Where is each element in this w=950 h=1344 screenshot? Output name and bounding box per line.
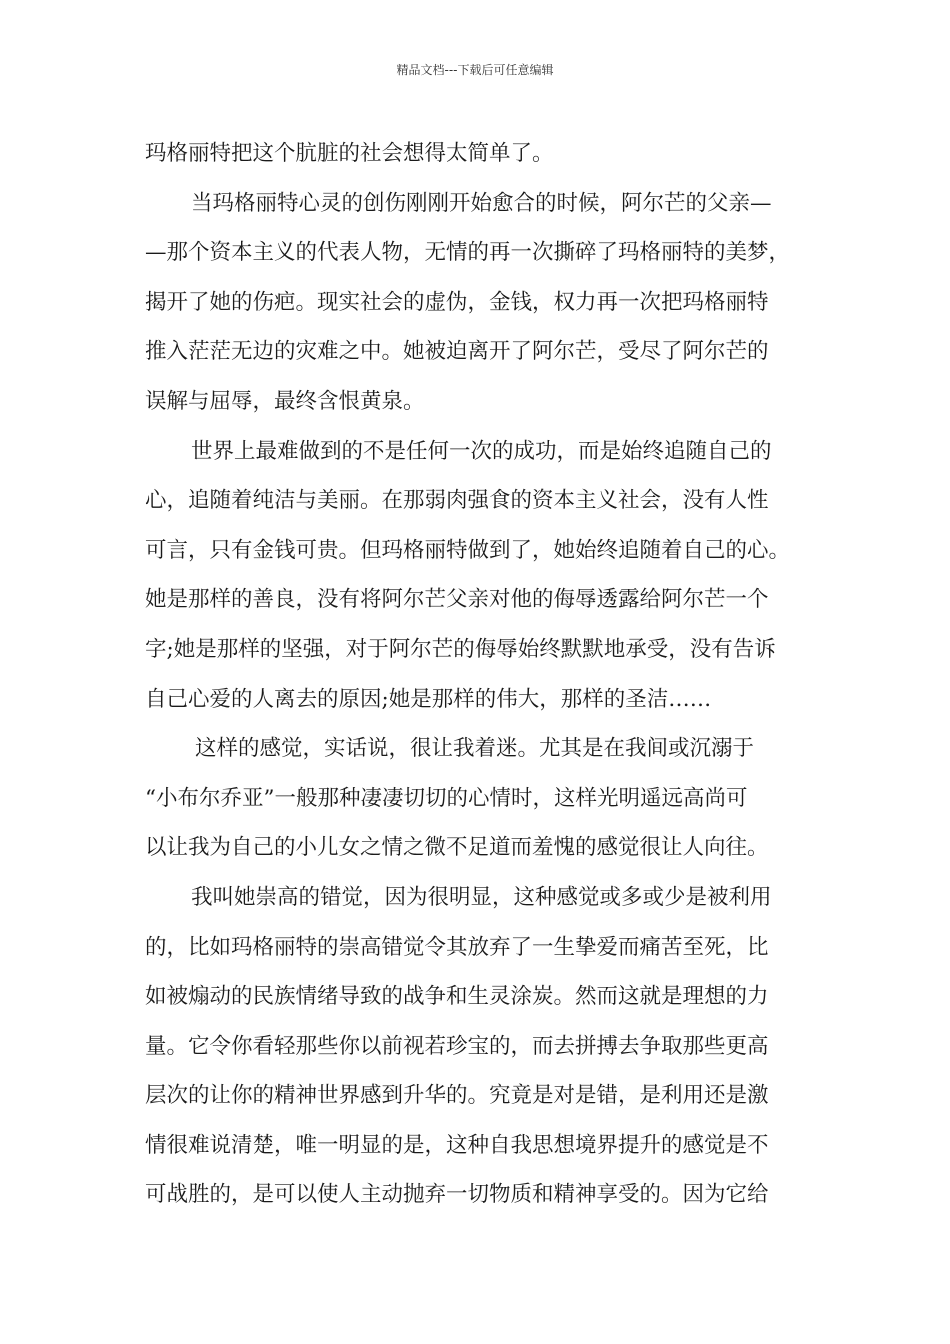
text-line: 字;她是那样的坚强，对于阿尔芒的侮辱始终默默地承受，没有告诉 xyxy=(145,636,776,662)
text-line: 以让我为自己的小儿女之情之微不足道而羞愧的感觉很让人向往。 xyxy=(145,835,769,861)
paragraph-1 xyxy=(145,129,820,179)
text-line: 误解与屈辱，最终含恨黄泉。 xyxy=(145,388,425,414)
text-line: “小布尔乔亚”一般那种凄凄切切的心情时，这样光明遥远高尚可 xyxy=(145,785,748,811)
text-line: 如被煽动的民族情绪导致的战争和生灵涂炭。然而这就是理想的力 xyxy=(145,984,769,1010)
text-line: 世界上最难做到的不是任何一次的成功，而是始终追随自己的 xyxy=(191,438,772,464)
text-line: 自己心爱的人离去的原因;她是那样的伟大，那样的圣洁…… xyxy=(145,686,712,712)
paragraph-2 xyxy=(145,179,820,427)
text-line: 量。它令你看轻那些你以前视若珍宝的，而去拼搏去争取那些更高 xyxy=(145,1033,769,1059)
text-line: 心，追随着纯洁与美丽。在那弱肉强食的资本主义社会，没有人性 xyxy=(145,488,769,514)
text-line: 玛格丽特把这个肮脏的社会想得太简单了。 xyxy=(145,141,554,166)
text-line: 揭开了她的伤疤。现实社会的虚伪，金钱，权力再一次把玛格丽特 xyxy=(145,289,769,315)
text-line: —那个资本主义的代表人物，无情的再一次撕碎了玛格丽特的美梦， xyxy=(145,240,791,266)
text-line: 这样的感觉，实话说，很让我着迷。尤其是在我间或沉溺于 xyxy=(195,736,755,762)
text-line: 可战胜的，是可以使人主动抛弃一切物质和精神享受的。因为它给 xyxy=(145,1182,769,1208)
body-text xyxy=(145,129,820,1220)
text-line: 我叫她崇高的错觉，因为很明显，这种感觉或多或少是被利用 xyxy=(191,884,772,910)
paragraph-4 xyxy=(145,724,820,873)
text-line: 的，比如玛格丽特的崇高错觉令其放弃了一生挚爱而痛苦至死，比 xyxy=(145,934,769,960)
text-line: 她是那样的善良，没有将阿尔芒父亲对他的侮辱透露给阿尔芒一个 xyxy=(145,587,769,613)
text-line: 可言，只有金钱可贵。但玛格丽特做到了，她始终追随着自己的心。 xyxy=(145,537,791,563)
text-line: 情很难说清楚，唯一明显的是，这种自我思想境界提升的感觉是不 xyxy=(145,1132,769,1158)
text-line: 推入茫茫无边的灾难之中。她被迫离开了阿尔芒，受尽了阿尔芒的 xyxy=(145,339,769,365)
paragraph-5 xyxy=(145,873,820,1220)
paragraph-3 xyxy=(145,427,820,725)
text-line: 层次的让你的精神世界感到升华的。究竟是对是错，是利用还是激 xyxy=(145,1083,769,1109)
page-header: 精品文档---下载后可任意编辑 xyxy=(396,63,554,77)
text-line: 当玛格丽特心灵的创伤刚刚开始愈合的时候，阿尔芒的父亲— xyxy=(191,190,772,216)
